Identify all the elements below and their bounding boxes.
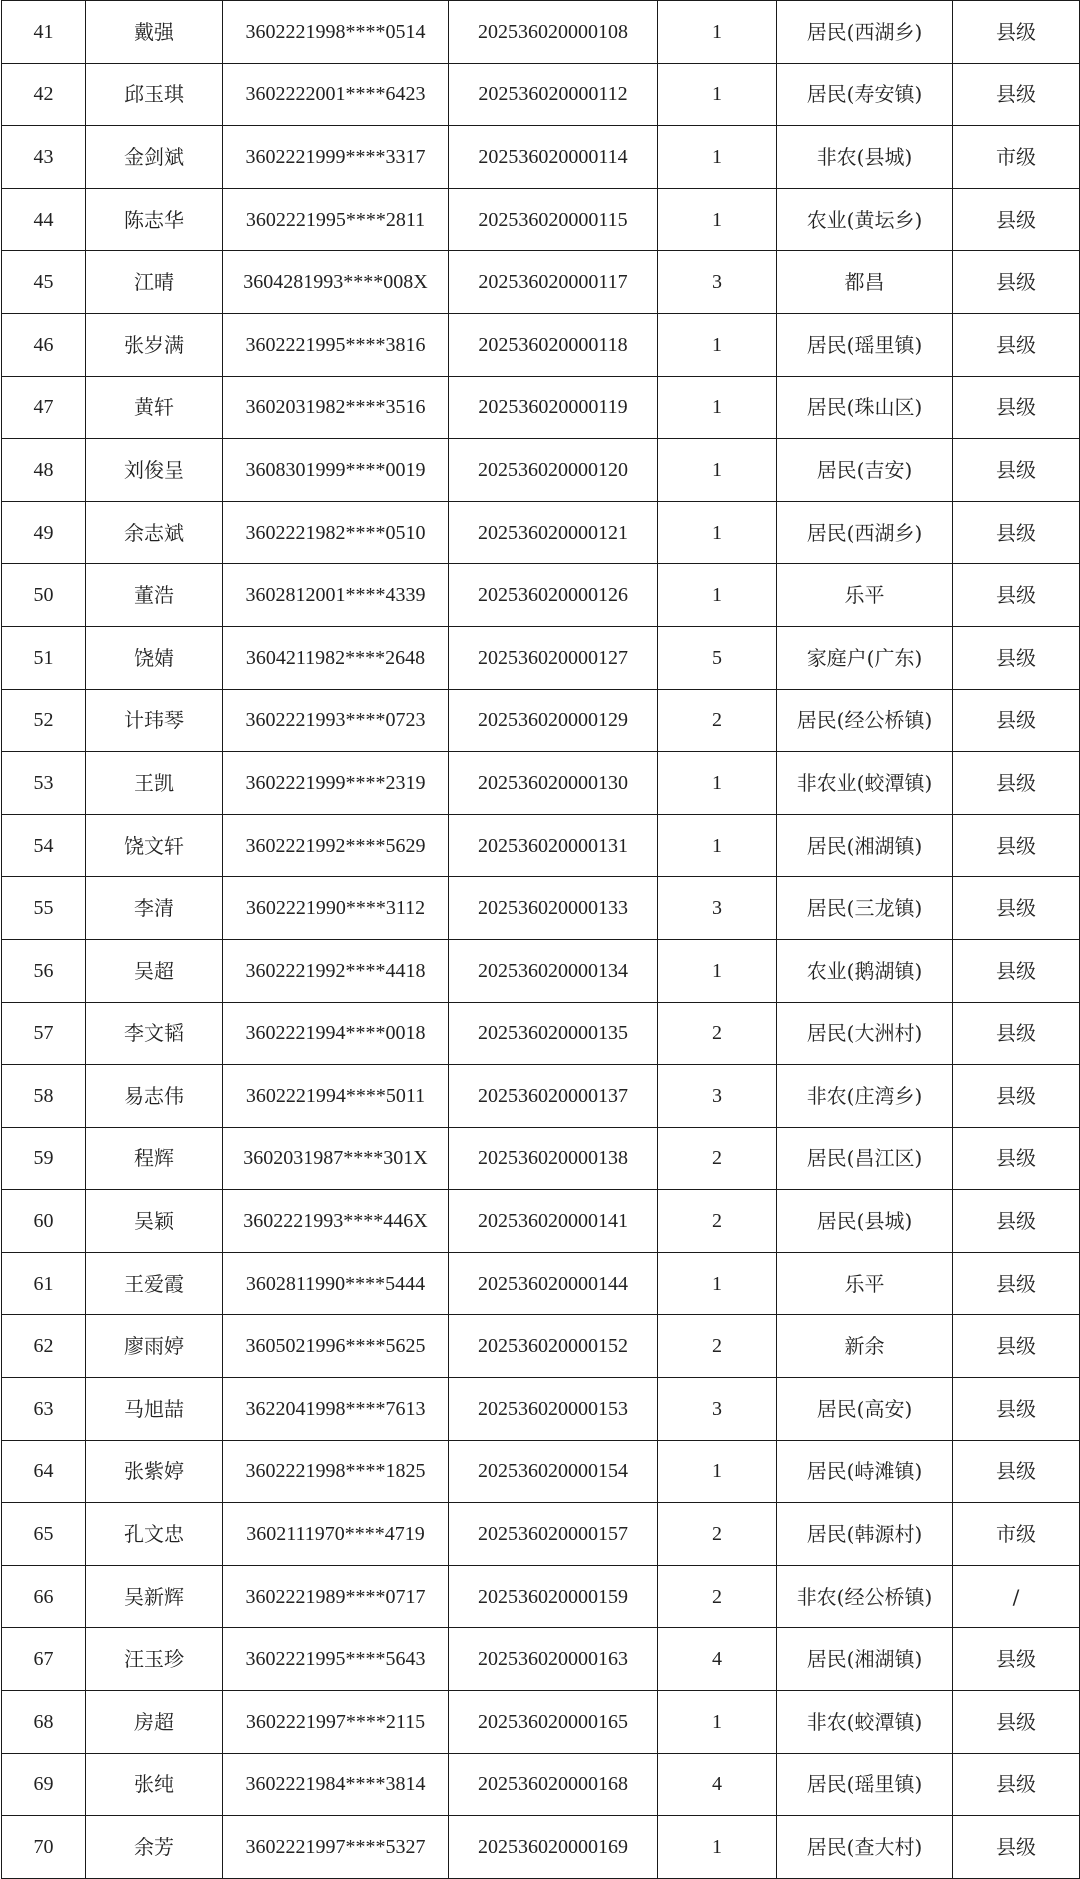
approval-level: 市级 [953,126,1080,189]
person-name: 吴超 [86,939,223,1002]
household-category: 乐平 [777,1252,953,1315]
table-row [2,1127,1080,1190]
registration-code: 202536020000126 [449,564,658,627]
row-number: 62 [2,1315,86,1378]
registration-code: 202536020000137 [449,1065,658,1128]
approval-level: 县级 [953,188,1080,251]
approval-level: 县级 [953,1691,1080,1754]
person-name: 王凯 [86,752,223,815]
row-number: 50 [2,564,86,627]
id-number: 3602221994****5011 [223,1065,449,1128]
person-name: 金剑斌 [86,126,223,189]
person-name: 易志伟 [86,1065,223,1128]
row-number: 41 [2,1,86,64]
row-number: 69 [2,1753,86,1816]
household-category: 非农(经公桥镇) [777,1565,953,1628]
approval-level: 县级 [953,564,1080,627]
person-name: 陈志华 [86,188,223,251]
household-count: 1 [658,439,777,502]
table-row [2,188,1080,251]
household-count: 3 [658,1065,777,1128]
person-name: 汪玉珍 [86,1628,223,1691]
table-body [2,1,1080,1879]
table-row [2,1691,1080,1754]
household-category: 居民(峙滩镇) [777,1440,953,1503]
person-name: 孔文忠 [86,1503,223,1566]
household-count: 2 [658,1503,777,1566]
registration-code: 202536020000153 [449,1378,658,1441]
household-count: 3 [658,251,777,314]
household-category: 居民(湘湖镇) [777,1628,953,1691]
approval-level: 县级 [953,939,1080,1002]
id-number: 3602221999****3317 [223,126,449,189]
registration-code: 202536020000159 [449,1565,658,1628]
approval-level: 县级 [953,439,1080,502]
household-category: 居民(高安) [777,1378,953,1441]
id-number: 3602221992****4418 [223,939,449,1002]
row-number: 60 [2,1190,86,1253]
approval-level: 县级 [953,501,1080,564]
approval-level: 县级 [953,251,1080,314]
row-number: 45 [2,251,86,314]
registration-code: 202536020000133 [449,877,658,940]
approval-level: 县级 [953,877,1080,940]
approval-level: / [953,1565,1080,1628]
approval-level: 县级 [953,1190,1080,1253]
approval-level: 市级 [953,1503,1080,1566]
id-number: 3608301999****0019 [223,439,449,502]
household-count: 2 [658,1002,777,1065]
registration-code: 202536020000165 [449,1691,658,1754]
row-number: 54 [2,814,86,877]
registration-code: 202536020000130 [449,752,658,815]
id-number: 3602221993****446X [223,1190,449,1253]
table-row [2,814,1080,877]
id-number: 3602221999****2319 [223,752,449,815]
approval-level: 县级 [953,814,1080,877]
household-category: 居民(湘湖镇) [777,814,953,877]
approval-level: 县级 [953,1252,1080,1315]
row-number: 42 [2,63,86,126]
approval-level: 县级 [953,1628,1080,1691]
household-category: 居民(三龙镇) [777,877,953,940]
household-count: 1 [658,63,777,126]
household-count: 2 [658,1127,777,1190]
household-category: 居民(瑶里镇) [777,1753,953,1816]
household-category: 居民(查大村) [777,1816,953,1879]
registration-code: 202536020000108 [449,1,658,64]
row-number: 58 [2,1065,86,1128]
household-category: 居民(瑶里镇) [777,313,953,376]
household-category: 农业(黄坛乡) [777,188,953,251]
person-name: 黄轩 [86,376,223,439]
household-category: 非农业(蛟潭镇) [777,752,953,815]
id-number: 3602221990****3112 [223,877,449,940]
row-number: 63 [2,1378,86,1441]
table-row [2,251,1080,314]
table-row [2,439,1080,502]
table-row [2,1378,1080,1441]
id-number: 3602221995****5643 [223,1628,449,1691]
household-category: 居民(西湖乡) [777,501,953,564]
household-count: 1 [658,1816,777,1879]
person-name: 江晴 [86,251,223,314]
household-category: 居民(西湖乡) [777,1,953,64]
row-number: 65 [2,1503,86,1566]
household-category: 新余 [777,1315,953,1378]
person-name: 饶婧 [86,626,223,689]
registration-code: 202536020000135 [449,1002,658,1065]
row-number: 52 [2,689,86,752]
household-count: 5 [658,626,777,689]
row-number: 67 [2,1628,86,1691]
household-count: 2 [658,1565,777,1628]
household-count: 3 [658,1378,777,1441]
id-number: 3602221997****5327 [223,1816,449,1879]
table-row [2,1440,1080,1503]
approval-level: 县级 [953,1,1080,64]
person-name: 吴颖 [86,1190,223,1253]
id-number: 3602031982****3516 [223,376,449,439]
registration-code: 202536020000121 [449,501,658,564]
id-number: 3602221993****0723 [223,689,449,752]
person-name: 王爱霞 [86,1252,223,1315]
approval-level: 县级 [953,63,1080,126]
person-name: 邱玉琪 [86,63,223,126]
person-name: 房超 [86,1691,223,1754]
household-category: 居民(韩源村) [777,1503,953,1566]
household-count: 2 [658,1190,777,1253]
row-number: 64 [2,1440,86,1503]
approval-level: 县级 [953,1753,1080,1816]
registration-code: 202536020000152 [449,1315,658,1378]
household-category: 居民(县城) [777,1190,953,1253]
household-category: 居民(大洲村) [777,1002,953,1065]
table-row [2,313,1080,376]
household-count: 1 [658,939,777,1002]
registration-code: 202536020000141 [449,1190,658,1253]
id-number: 3604211982****2648 [223,626,449,689]
approval-level: 县级 [953,752,1080,815]
household-count: 1 [658,1252,777,1315]
household-category: 农业(鹅湖镇) [777,939,953,1002]
household-count: 1 [658,1440,777,1503]
approval-level: 县级 [953,1440,1080,1503]
registration-code: 202536020000114 [449,126,658,189]
household-count: 1 [658,752,777,815]
household-category: 居民(吉安) [777,439,953,502]
household-category: 乐平 [777,564,953,627]
id-number: 3602221995****2811 [223,188,449,251]
row-number: 68 [2,1691,86,1754]
table-row [2,689,1080,752]
person-name: 张紫婷 [86,1440,223,1503]
household-category: 都昌 [777,251,953,314]
table-row [2,1753,1080,1816]
household-count: 1 [658,501,777,564]
row-number: 51 [2,626,86,689]
id-number: 3602222001****6423 [223,63,449,126]
table-row [2,376,1080,439]
household-count: 1 [658,1691,777,1754]
approval-level: 县级 [953,1315,1080,1378]
row-number: 59 [2,1127,86,1190]
registration-code: 202536020000120 [449,439,658,502]
row-number: 46 [2,313,86,376]
household-count: 1 [658,814,777,877]
approval-level: 县级 [953,376,1080,439]
person-name: 刘俊呈 [86,439,223,502]
id-number: 3602031987****301X [223,1127,449,1190]
id-number: 3602221998****0514 [223,1,449,64]
row-number: 44 [2,188,86,251]
id-number: 3602221997****2115 [223,1691,449,1754]
person-name: 廖雨婷 [86,1315,223,1378]
person-name: 余志斌 [86,501,223,564]
household-category: 居民(昌江区) [777,1127,953,1190]
row-number: 43 [2,126,86,189]
household-count: 1 [658,564,777,627]
id-number: 3602221994****0018 [223,1002,449,1065]
household-category: 非农(庄湾乡) [777,1065,953,1128]
table-row [2,626,1080,689]
person-name: 饶文轩 [86,814,223,877]
id-number: 3622041998****7613 [223,1378,449,1441]
table-row [2,1190,1080,1253]
row-number: 66 [2,1565,86,1628]
approval-level: 县级 [953,1127,1080,1190]
table-row [2,1,1080,64]
table-row [2,1252,1080,1315]
registration-code: 202536020000131 [449,814,658,877]
row-number: 48 [2,439,86,502]
household-category: 居民(寿安镇) [777,63,953,126]
id-number: 3605021996****5625 [223,1315,449,1378]
registration-code: 202536020000134 [449,939,658,1002]
person-name: 马旭喆 [86,1378,223,1441]
household-count: 1 [658,188,777,251]
registration-code: 202536020000127 [449,626,658,689]
registration-code: 202536020000115 [449,188,658,251]
registration-code: 202536020000118 [449,313,658,376]
id-number: 3602221992****5629 [223,814,449,877]
household-count: 3 [658,877,777,940]
table-row [2,1565,1080,1628]
person-name: 李清 [86,877,223,940]
registration-code: 202536020000157 [449,1503,658,1566]
approval-level: 县级 [953,1378,1080,1441]
household-category: 非农(县城) [777,126,953,189]
approval-level: 县级 [953,1816,1080,1879]
table-row [2,1002,1080,1065]
table-row [2,1065,1080,1128]
id-number: 3602111970****4719 [223,1503,449,1566]
household-category: 家庭户(广东) [777,626,953,689]
approval-level: 县级 [953,626,1080,689]
registration-code: 202536020000163 [449,1628,658,1691]
household-category: 居民(经公桥镇) [777,689,953,752]
registration-code: 202536020000117 [449,251,658,314]
household-count: 1 [658,1,777,64]
registration-code: 202536020000112 [449,63,658,126]
person-name: 余芳 [86,1816,223,1879]
household-category: 居民(珠山区) [777,376,953,439]
table-row [2,1816,1080,1879]
approval-level: 县级 [953,313,1080,376]
id-number: 3602811990****5444 [223,1252,449,1315]
person-name: 张纯 [86,1753,223,1816]
id-number: 3602221989****0717 [223,1565,449,1628]
registration-code: 202536020000129 [449,689,658,752]
household-count: 2 [658,689,777,752]
table-row [2,501,1080,564]
registration-code: 202536020000169 [449,1816,658,1879]
approval-level: 县级 [953,1002,1080,1065]
table-row [2,564,1080,627]
id-number: 3602221984****3814 [223,1753,449,1816]
id-number: 3602221982****0510 [223,501,449,564]
registration-code: 202536020000154 [449,1440,658,1503]
approval-level: 县级 [953,689,1080,752]
person-name: 董浩 [86,564,223,627]
registration-code: 202536020000168 [449,1753,658,1816]
household-count: 2 [658,1315,777,1378]
household-count: 1 [658,376,777,439]
table-row [2,63,1080,126]
person-name: 吴新辉 [86,1565,223,1628]
person-name: 戴强 [86,1,223,64]
table-row [2,939,1080,1002]
id-number: 3602221995****3816 [223,313,449,376]
table-row [2,877,1080,940]
person-name: 程辉 [86,1127,223,1190]
row-number: 55 [2,877,86,940]
person-name: 张岁满 [86,313,223,376]
person-name: 计玮琴 [86,689,223,752]
row-number: 49 [2,501,86,564]
person-name: 李文韬 [86,1002,223,1065]
id-number: 3602812001****4339 [223,564,449,627]
row-number: 53 [2,752,86,815]
approval-level: 县级 [953,1065,1080,1128]
household-count: 4 [658,1628,777,1691]
household-count: 1 [658,313,777,376]
household-category: 非农(蛟潭镇) [777,1691,953,1754]
registration-code: 202536020000144 [449,1252,658,1315]
household-count: 4 [658,1753,777,1816]
table-row [2,126,1080,189]
table-row [2,1628,1080,1691]
id-number: 3602221998****1825 [223,1440,449,1503]
registration-code: 202536020000119 [449,376,658,439]
table-row [2,1315,1080,1378]
row-number: 70 [2,1816,86,1879]
id-number: 3604281993****008X [223,251,449,314]
row-number: 47 [2,376,86,439]
registration-code: 202536020000138 [449,1127,658,1190]
applicant-table [1,0,1080,1879]
row-number: 61 [2,1252,86,1315]
row-number: 57 [2,1002,86,1065]
table-row [2,1503,1080,1566]
row-number: 56 [2,939,86,1002]
table-row [2,752,1080,815]
household-count: 1 [658,126,777,189]
